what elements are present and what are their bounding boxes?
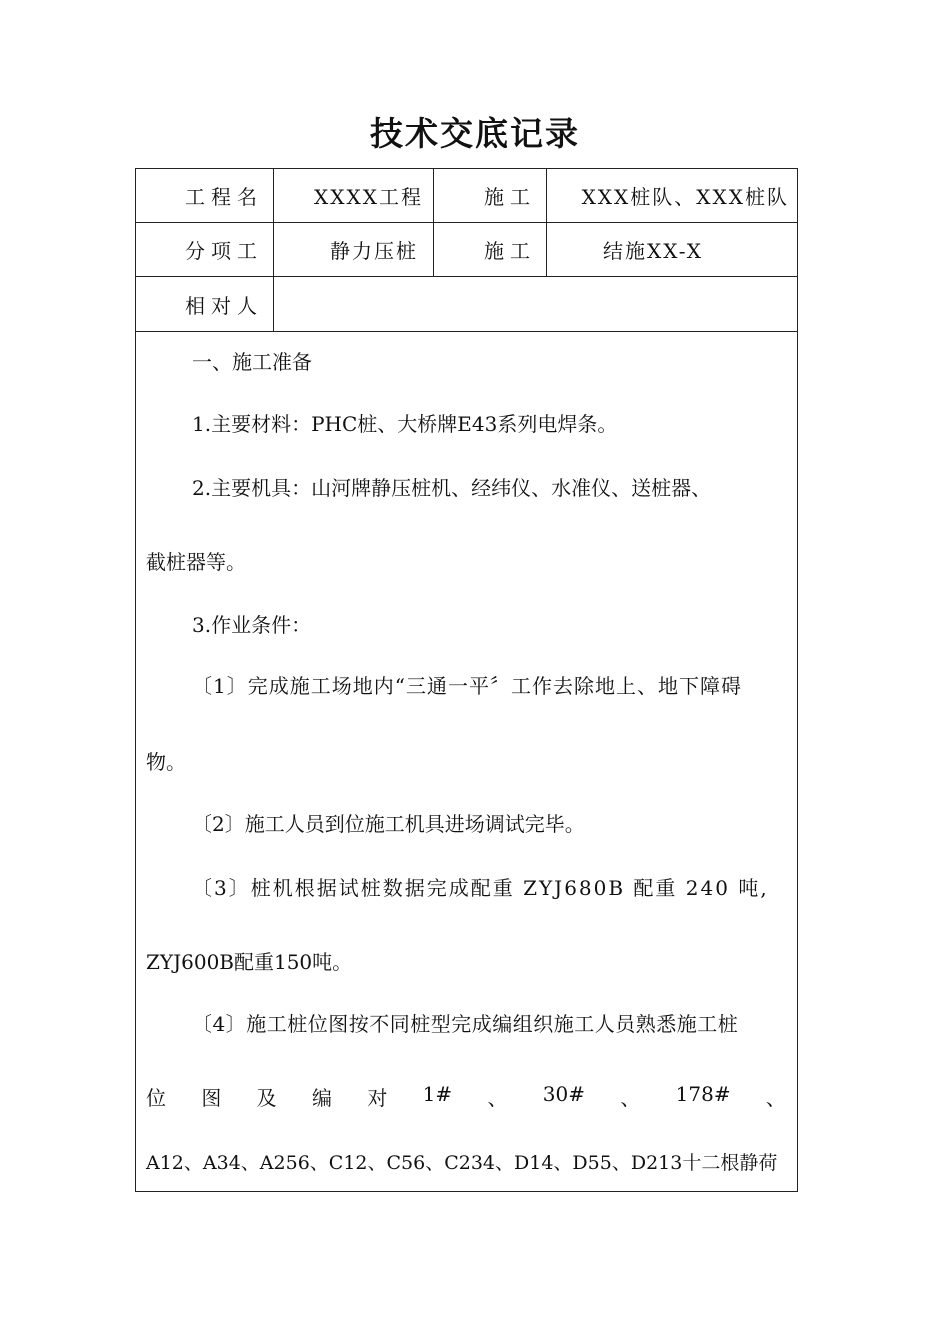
- paragraph: 3.作业条件：: [192, 613, 312, 637]
- sub-item-value: 静力压桩: [273, 223, 433, 276]
- word: 1#: [422, 1082, 453, 1106]
- counterpart-label: 相对人: [185, 293, 263, 318]
- word: 、: [620, 1086, 641, 1110]
- paragraph: 截桩器等。: [146, 550, 246, 574]
- paragraph: 〔2〕施工人员到位施工机具进场调试完毕。: [192, 812, 585, 836]
- table-row: [136, 169, 797, 223]
- word: 编: [311, 1086, 332, 1110]
- paragraph: 2.主要机具：山河牌静压桩机、经纬仪、水准仪、送桩器、: [192, 476, 712, 500]
- counterpart-value: [273, 277, 799, 331]
- word: 图: [201, 1086, 222, 1110]
- construction-drawing-value: 结施XX-X: [546, 223, 799, 276]
- construction-team-value: XXX桩队、XXX桩队: [546, 169, 799, 222]
- table-row: [136, 223, 797, 277]
- word: 对: [367, 1086, 388, 1110]
- disclosure-table: [135, 168, 798, 1192]
- page-title: 技术交底记录: [370, 114, 580, 153]
- word: 178#: [675, 1082, 731, 1106]
- word: 30#: [542, 1082, 585, 1106]
- paragraph-justified: [146, 1082, 786, 1111]
- word: 及: [256, 1086, 277, 1110]
- word: 、: [765, 1086, 786, 1110]
- project-name-value: XXXX工程: [273, 169, 433, 222]
- paragraph: 〔4〕施工桩位图按不同桩型完成编组织施工人员熟悉施工桩: [192, 1012, 739, 1036]
- paragraph: A12、A34、A256、C12、C56、C234、D14、D55、D213十二根静荷: [146, 1152, 778, 1174]
- construction-label: 施工: [433, 169, 546, 222]
- construction-drawing-label: 施工: [433, 223, 546, 276]
- paragraph: 1.主要材料：PHC桩、大桥牌E43系列电焊条。: [192, 412, 618, 436]
- word: 位: [146, 1086, 166, 1110]
- paragraph: ZYJ600B配重150吨。: [146, 950, 353, 974]
- project-name-label: 工程名: [185, 185, 263, 209]
- paragraph: 〔3〕桩机根据试桩数据完成配重 ZYJ680B 配重 240 吨,: [192, 876, 769, 900]
- paragraph: 〔1〕完成施工场地内“三通一平〞工作去除地上、地下障碍: [192, 674, 742, 698]
- section-heading: 一、施工准备: [192, 350, 312, 374]
- word: 、: [487, 1086, 508, 1110]
- table-row: [136, 277, 797, 332]
- sub-item-label: 分项工: [185, 239, 263, 263]
- paragraph: 物。: [146, 750, 186, 774]
